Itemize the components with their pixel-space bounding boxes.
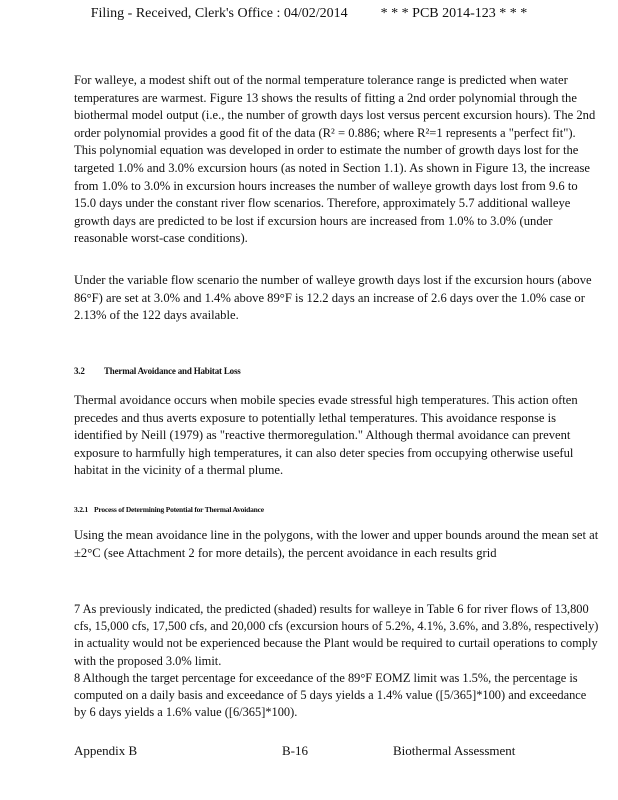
subsection-number: 3.2.1 [74,505,89,514]
filing-header [0,6,618,22]
avoidance-process-paragraph: Using the mean avoidance line in the polygons, with the lower and upper bounds around the mean set at ±2°C (see Attachment 2 for more details), the percent avoidance in each results grid [74,528,599,560]
footnote-7: 7 As previously indicated, the predicted (shaded) results for walleye in Table 6 for river flows of 13,800 cfs, 15,000 cfs, 17,500 cfs, and 20,000 cfs (excursion hours of 5.2%, 4.1%, 3.6%, and 3.8%, respectively) in actuality would not be experienced because the Plant would be required to curtail operations to comply with the proposed 3.0% limit. [74,602,599,668]
section-title: Thermal Avoidance and Habitat Loss [104,366,241,376]
footer-title: Biothermal Assessment [393,743,516,758]
footnote-8: 8 Although the target percentage for exceedance of the 89°F EOMZ limit was 1.5%, the percentage is computed on a daily basis and exceedance of 5 days yields a 1.4% value ([5/365]*100) and exceedance by 6 days yields a 1.6% value ([6/365]*100). [74,671,587,720]
docket-number: * * * PCB 2014-123 * * * [380,6,528,21]
thermal-avoidance-paragraph: Thermal avoidance occurs when mobile species evade stressful high temperatures. This action often precedes and thus averts exposure to potentially lethal temperatures. This avoidance response is identified by Neill (1979) as "reactive thermoregulation." Although thermal avoidance can prevent exposure to harmfully high temperatures, it can also deter species from occupying otherwise useful habitat in the vicinity of a thermal plume. [74,393,578,478]
section-3-2-heading [74,366,241,376]
section-number: 3.2 [74,366,85,376]
footer-page-number: B-16 [282,743,308,758]
subsection-title: Process of Determining Potential for Thermal Avoidance [94,505,264,514]
walleye-paragraph: For walleye, a modest shift out of the normal temperature tolerance range is predicted when water temperatures are warmest. Figure 13 shows the results of fitting a 2nd order polynomial through the biothermal model output (i.e., the number of growth days lost versus percent excursion hours). The 2nd order polynomial provides a good fit of the data (R² = 0.886; where R²=1 represents a "perfect fit"). This polynomial equation was developed in order to estimate the number of growth days lost for the targeted 1.0% and 3.0% excursion hours (as noted in Section 1.1). As shown in Figure 13, the increase from 1.0% to 3.0% in excursion hours increases the number of walleye growth days lost from 9.6 to 15.0 days under the constant river flow scenarios. Therefore, approximately 5.7 additional walleye growth days are predicted to be lost if excursion hours are increased from 1.0% to 3.0% (under reasonable worst-case conditions). [74,73,596,246]
section-3-2-1-heading [74,505,264,514]
variable-flow-paragraph: Under the variable flow scenario the number of walleye growth days lost if the excursion hours (above 86°F) are set at 3.0% and 1.4% above 89°F is 12.2 days an increase of 2.6 days over the 1.0% case or 2.13% of the 122 days available. [74,273,592,323]
footer-appendix: Appendix B [74,743,138,758]
filing-stamp: Filing - Received, Clerk's Office : 04/02/2014 [90,6,348,21]
